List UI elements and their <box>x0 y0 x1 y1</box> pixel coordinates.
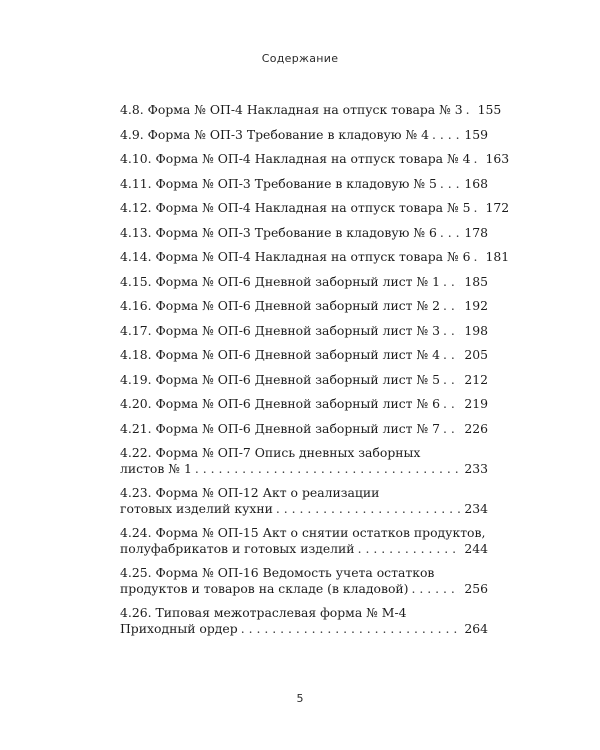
toc-entry-title-line1: 4.23. Форма № ОП-12 Акт о реализации <box>120 485 380 500</box>
toc-entry <box>120 298 488 314</box>
toc-entry-page: 198 <box>464 322 488 338</box>
toc-entry-page: 163 <box>485 151 510 166</box>
toc-entry-page: 185 <box>464 273 488 289</box>
toc-entry-multiline <box>120 605 488 636</box>
dot-leader <box>412 581 461 597</box>
toc-entry-title: 4.8. Форма № ОП-4 Накладная на отпуск товара № 3 <box>120 102 463 117</box>
dot-leader <box>443 274 460 290</box>
toc-entry <box>120 323 488 339</box>
toc-entry-page: 256 <box>464 580 488 596</box>
toc-entry-page: 234 <box>464 500 488 516</box>
dot-leader <box>195 461 460 477</box>
dot-leader <box>440 225 460 241</box>
toc-entry-page: 155 <box>477 102 502 117</box>
running-header: Содержание <box>261 52 339 65</box>
toc-entry-title-line2: готовых изделий кухни <box>120 500 273 516</box>
toc-entry <box>120 127 488 143</box>
toc-entry-page: 264 <box>464 620 488 636</box>
dot-leader <box>443 347 460 363</box>
toc-entry <box>120 176 488 192</box>
toc-entry-last-line <box>120 621 488 637</box>
dot-leader <box>443 323 460 339</box>
toc-entry <box>120 151 510 167</box>
toc-entry-page: 181 <box>485 249 510 264</box>
toc-entry-title: 4.12. Форма № ОП-4 Накладная на отпуск товара № 5 <box>120 200 471 215</box>
toc-entry-multiline <box>120 445 488 476</box>
toc-entry-page: 172 <box>485 200 510 215</box>
toc-entry-page: 168 <box>464 175 488 191</box>
dot-leader <box>474 200 482 216</box>
toc-entry-title: 4.13. Форма № ОП-3 Требование в кладовую № 6 <box>120 224 437 240</box>
toc-entry <box>120 274 488 290</box>
toc-entry-page: 192 <box>464 298 488 313</box>
dot-leader <box>443 372 460 388</box>
toc-entry-last-line <box>120 581 488 597</box>
toc-entry-title: 4.9. Форма № ОП-3 Требование в кладовую № 4 <box>120 126 430 142</box>
toc-entry <box>120 347 488 363</box>
dot-leader <box>432 127 460 143</box>
dot-leader <box>466 102 474 118</box>
toc-entry-last-line <box>120 501 488 517</box>
toc-entry-title: 4.11. Форма № ОП-3 Требование в кладовую № 5 <box>120 175 437 191</box>
toc-entry-title: 4.10. Форма № ОП-4 Накладная на отпуск товара № 4 <box>120 151 471 166</box>
toc-entry-page: 205 <box>464 347 488 362</box>
toc-entry <box>120 225 488 241</box>
dot-leader <box>443 421 460 437</box>
toc-entry-page: 159 <box>464 126 488 142</box>
toc-entry-title: 4.19. Форма № ОП-6 Дневной заборный лист № 5 <box>120 371 441 387</box>
toc-entry-title: 4.14. Форма № ОП-4 Накладная на отпуск товара № 6 <box>120 249 471 264</box>
toc-entry-title: 4.21. Форма № ОП-6 Дневной заборный лист № 7 <box>120 420 441 436</box>
toc-entry <box>120 200 510 216</box>
dot-leader <box>276 501 460 517</box>
toc-entry-multiline <box>120 565 488 596</box>
toc-entry-multiline <box>120 485 488 516</box>
dot-leader <box>241 621 461 637</box>
toc-entry-page: 212 <box>464 371 488 387</box>
toc-entry-title: 4.18. Форма № ОП-6 Дневной заборный лист № 4 <box>120 347 441 362</box>
dot-leader <box>474 151 482 167</box>
toc-entry-title: 4.17. Форма № ОП-6 Дневной заборный лист № 3 <box>120 322 441 338</box>
toc-entry-title: 4.16. Форма № ОП-6 Дневной заборный лист № 2 <box>120 298 441 313</box>
toc-entry-page: 178 <box>464 224 488 240</box>
toc-entry-title-line1: 4.26. Типовая межотраслевая форма № М-4 <box>120 605 407 620</box>
toc-entry <box>120 396 488 412</box>
dot-leader <box>358 541 461 557</box>
toc-entry <box>120 372 488 388</box>
toc-entry-title: 4.20. Форма № ОП-6 Дневной заборный лист № 6 <box>120 396 441 411</box>
toc-entry <box>120 102 502 118</box>
dot-leader <box>474 249 482 265</box>
toc-entry-last-line <box>120 461 488 477</box>
toc-entry-title-line1: 4.22. Форма № ОП-7 Опись дневных заборных <box>120 445 421 460</box>
toc-entry-page: 244 <box>464 540 488 556</box>
toc-entry-title-line2: листов № 1 <box>120 460 192 476</box>
toc-entry-title-line2: полуфабрикатов и готовых изделий <box>120 540 355 556</box>
dot-leader <box>443 396 460 412</box>
toc-entry <box>120 249 510 265</box>
toc-entry-title-line2: Приходный ордер <box>120 620 238 636</box>
toc-entry-last-line <box>120 541 488 557</box>
dot-leader <box>443 298 460 314</box>
dot-leader <box>440 176 460 192</box>
toc-entry-title-line2: продуктов и товаров на складе (в кладовой) <box>120 580 409 596</box>
table-of-contents <box>120 102 510 645</box>
toc-entry-title-line1: 4.25. Форма № ОП-16 Ведомость учета остатков <box>120 565 435 580</box>
toc-entry-page: 219 <box>464 396 488 411</box>
toc-entry-multiline <box>120 525 488 556</box>
toc-entry-page: 226 <box>464 420 488 436</box>
toc-entry-page: 233 <box>464 460 488 476</box>
toc-entry-title-line1: 4.24. Форма № ОП-15 Акт о снятии остатков продуктов, <box>120 525 486 540</box>
toc-entry-title: 4.15. Форма № ОП-6 Дневной заборный лист № 1 <box>120 273 441 289</box>
page-number: 5 <box>296 692 304 705</box>
toc-entry <box>120 421 488 437</box>
